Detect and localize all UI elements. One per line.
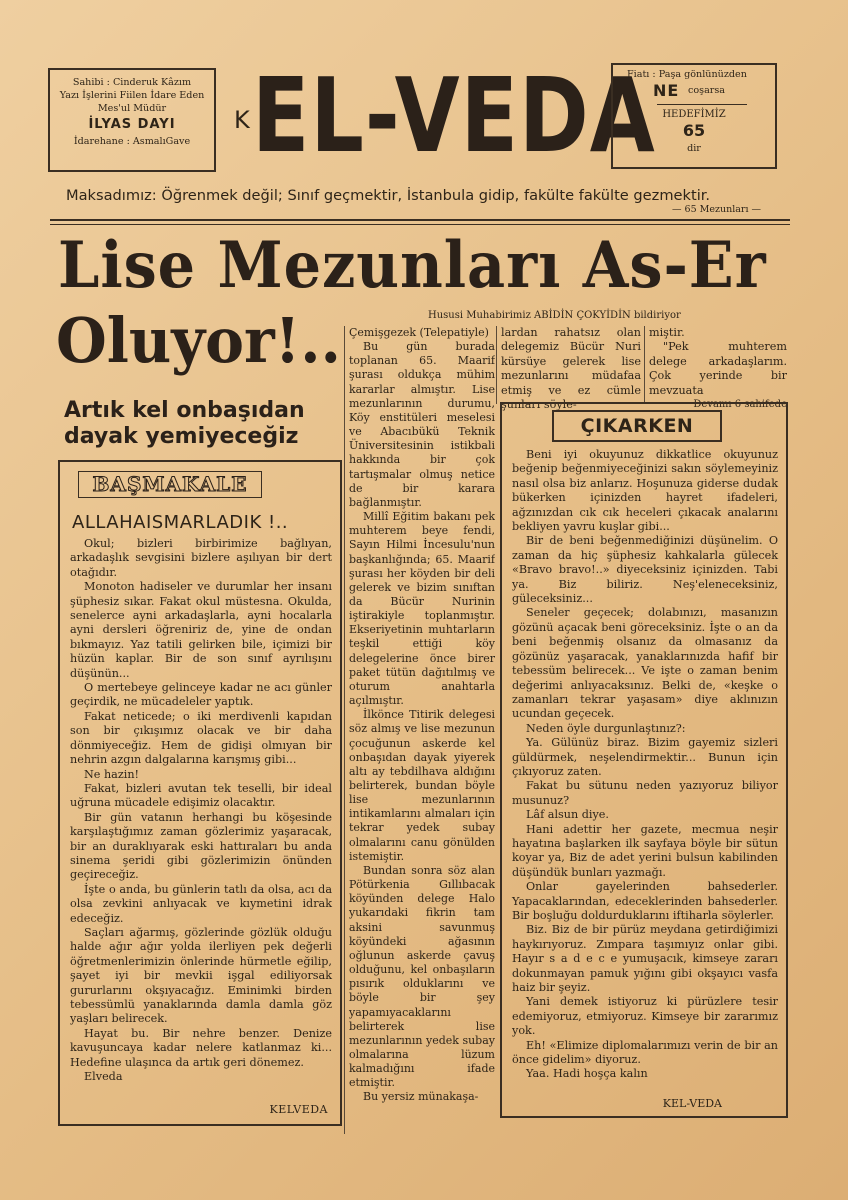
- cikarken-paragraph: Fakat bu sütunu neden yazıyoruz biliyor musunuz?: [512, 779, 778, 807]
- cikarken-paragraph: Biz. Biz de bir pürüz meydana getirdiğimizi haykırıyoruz. Zımpara taşımıyız onlar gibi. Hayır s a d e c e yumuşacık, kimseye zararı dokunmayan pamuk yığını gibi okşayıcı vasfa haiz bir şeyiz.: [512, 923, 778, 995]
- headline-line1: Lise Mezunları As-Er: [58, 228, 767, 303]
- cikarken-paragraph: Ya. Gülünüz biraz. Bizim gayemiz sizleri güldürmek, neşelendirmektir... Bunun için çıkıyoruz zaten.: [512, 736, 778, 778]
- motto-signature: — 65 Mezunları —: [672, 204, 762, 215]
- cikarken-box: [500, 402, 788, 1118]
- editorial-paragraph: Bir gün vatanın herhangi bu köşesinde karşılaştığımız zaman gözlerimiz yaşaracak, bir an duraklıyarak eski hattıraları bu anda sinema şeridi gibi gözlerimizin önünden geçireceğiz.: [70, 810, 332, 882]
- continued-note: Devamı 6 sahifede: [693, 399, 787, 411]
- masthead: [232, 56, 656, 176]
- cikarken-title: ÇIKARKEN: [580, 415, 694, 437]
- editorial-paragraph: Hayat bu. Bir nehre benzer. Denize kavuşuncaya kadar nelere katlanmaz ki... Hedefine ulaşınca da artık geri dönemez.: [70, 1026, 332, 1069]
- office-line: İdarehane : AsmalıGave: [73, 136, 191, 147]
- news-paragraph: Millî Eğitim bakanı pek muhterem beye fendi, Sayın Hilmi İncesulu'nun başkanlığında; 65. Maarif şurası her köyden bir deli gelerek ve bizim sınıftan da Bücür Nurinin iştirakiyle toplanmıştır. Ekseriyetinin muhtarların teşkil ettiği köy delegelerine önce birer paket tütün dağıtılmış ve oturum anahtarla açılmıştır.: [349, 510, 495, 708]
- editorial-paragraph: Ne hazin!: [84, 767, 140, 781]
- cikarken-paragraph: Yaa. Hadi hoşça kalın: [526, 1067, 648, 1081]
- goal-label: HEDEFİMİZ: [662, 109, 726, 120]
- editorial-paragraph: Elveda: [84, 1070, 123, 1084]
- cikarken-title-frame: [552, 410, 722, 442]
- editorial-banner-text: BAŞMAKALE: [92, 472, 248, 496]
- headline-line2: Oluyor!..: [56, 304, 341, 377]
- motto-rule: [50, 219, 790, 221]
- cikarken-paragraph: Lâf alsun diye.: [526, 808, 609, 822]
- news-paragraph: Bu yersiz münakaşa-: [363, 1090, 479, 1104]
- cikarken-paragraph: Onlar gayelerinden bahsederler. Yapacaklarından, edeceklerinden bahsederler. Bir boşluğu doldurduklarını iftiharla söylerler.: [512, 880, 778, 922]
- cikarken-paragraph: Neden öyle durgunlaştınız?:: [526, 721, 686, 735]
- news-paragraph: Bu gün burada toplanan 65. Maarif şurası oldukça mühim kararlar almıştır. Lise mezunlarının durumu, Köy enstitüleri meselesi ve Abacıbükü Teknik Üniversitesinin istikbali hakkında bir çok tartışmalar olmuş netice de bir karara bağlanmıştır.: [349, 340, 495, 509]
- price-rule: [657, 104, 747, 105]
- editorial-body: [70, 537, 332, 1084]
- cikarken-paragraph: Seneler geçecek; dolabınızı, masanızın gözünü açacak beni göreceksiniz. İşte o an da beni beğenmiş olsanız da olmasanız da gözünüz yaşaracak, yanaklarınızda hafif bir tebessüm belirecek... Ve işte o zaman benim değerimi anlıyacaksınız. Belki de, «keşke o zamanları tekrar yaşasam» diye aklınızın ucundan geçecek.: [512, 606, 778, 721]
- news-column: [344, 326, 495, 1134]
- price-cosarsa: coşarsa: [688, 85, 726, 96]
- editorial-paragraph: Fakat, bizleri avutan tek teselli, bir ideal uğruna mücadele edişimiz olacaktır.: [70, 781, 332, 810]
- price-ne: NE: [653, 81, 680, 100]
- editorial-banner: [78, 471, 262, 498]
- cikarken-paragraph: Eh! «Elimize diplomalarımızı verin de bir an önce gidelim» diyoruz.: [512, 1038, 778, 1067]
- goal-dir: dir: [687, 143, 701, 154]
- cikarken-paragraph: Bir de beni beğenmediğinizi düşünelim. O zaman da hiç şüphesiz kahkalarla gülecek «Bravo bravo!..» diyeceksiniz içinizden. Tabi ya. Biz biliriz. Neş'eleneceksiniz, güleceksiniz...: [512, 534, 778, 606]
- masthead-title: EL-VEDA: [252, 56, 656, 176]
- editorial-paragraph: Fakat neticede; o iki merdivenli kapıdan son bir çıkışımız olacak ve bir daha dönmiyeceğiz. Hem de gidişi olmıyan bir nehrin azgın dalgalarına karışmış gibi...: [70, 709, 332, 767]
- byline: Hususi Muhabirimiz ABİDİN ÇOKYİDİN bildiriyor: [428, 310, 681, 321]
- news-quote: "Pek muhterem delege arkadaşlarım. Çok yerinde bir mevzuata: [649, 340, 787, 397]
- news-paragraph: Bundan sonra söz alan Pötürkenia Gıllıbacak köyünden delege Halo yukarıdaki fikrin tam aksini savunmuş köyündeki ağasının oğlunun askerde çavuş olduğunu, kel onbaşıların pısırık olduklarını ve böyle bir şey yapamıyacaklarını belirterek lise mezunlarının yedek subay olmalarına lüzum kalmadığını ifade etmiştir.: [349, 863, 495, 1090]
- news-continuation-right: [644, 326, 787, 411]
- cikarken-paragraph: Beni iyi okuyunuz dikkatlice okuyunuz beğenip beğenmiyeceğinizi sakın söylemeyiniz nasıl olsa biz anlarız. Hoşunuza giderse dudak bükerken içinizden hayret ifadeleri, ağzınızdan cık cık heceleri çıkacak analarını bekliyen yavru kuşlar gibi...: [512, 448, 778, 534]
- editorial-signature: KELVEDA: [269, 1103, 328, 1116]
- motto-rule-2: [50, 224, 790, 225]
- publisher-box: [48, 68, 216, 172]
- goal-number: 65: [682, 121, 706, 140]
- cikarken-paragraph: Yani demek istiyoruz ki pürüzlere tesir edemiyoruz, etmiyoruz. Kimseye bir zararımız yok.: [512, 995, 778, 1038]
- subhead-line2: dayak yemiyeceğiz: [64, 424, 299, 449]
- owner-line: Sahibi : Cinderuk Kâzım: [72, 77, 192, 88]
- price-line: Fiatı : Paşa gönlünüzden: [627, 69, 747, 80]
- news-continuation-text: lardan rahatsız olan delegemiz Bücür Nuri kürsüye gelerek lise mezunlarını müdafaa etmiş ve ez cümle şunları söyle-: [501, 326, 641, 412]
- cikarken-signature: KEL-VEDA: [662, 1097, 722, 1110]
- manager-line: Mes'ul Müdür: [97, 103, 167, 114]
- editorial-paragraph: O mertebeye gelinceye kadar ne acı günler geçirdik, ne mücadeleler yaptık.: [70, 681, 332, 709]
- news-continuation: [496, 326, 641, 412]
- news-continuation-end: miştir.: [649, 326, 685, 339]
- editorial-box: [58, 460, 342, 1126]
- cikarken-paragraph: Hani adettir her gazete, mecmua neşir hayatına başlarken ilk sayfaya böyle bir sütun koyar ya, Biz de adet yerini bulsun kabilinden düşündük bunları yazmağı.: [512, 822, 778, 879]
- editorial-paragraph: İşte o anda, bu günlerin tatlı da olsa, acı da olsa zevkini anlıyacak ve kıymetini idrak edeceğiz.: [70, 882, 332, 925]
- news-dateline: Çemişgezek (Telepatiyle): [349, 326, 489, 339]
- editorial-paragraph: Saçları ağarmış, gözlerinde gözlük olduğu halde ağır ağır yolda ilerliyen pek değerli öğretmenlerimizin önlerinde hürmetle eğilip, şayet iyi bir mevkii işgal ediliyorsak gururlarını okşıyacağız. Eminimki birden tebessümlü yanaklarında damla damla göz yaşları belirecek.: [70, 925, 332, 1026]
- subhead-line1: Artık kel onbaşıdan: [64, 398, 305, 423]
- motto: Maksadımız: Öğrenmek değil; Sınıf geçmektir, İstanbula gidip, fakülte fakülte gezmektir.: [66, 187, 711, 204]
- manager-name: İLYAS DAYI: [88, 117, 176, 132]
- price-box: [611, 63, 777, 169]
- cikarken-body: [512, 448, 778, 1082]
- editorial-paragraph: Okul; bizleri birbirimize bağlıyan, arkadaşlık sevgisini bizlere aşılıyan bir dert otağıdır.: [70, 537, 332, 579]
- masthead-small-k: K: [234, 106, 250, 134]
- editorial-title: ALLAHAISMARLADIK !..: [72, 512, 289, 533]
- news-paragraph: İlkönce Titirik delegesi söz almış ve lise mezunun çocuğunun askerde kel onbaşıdan dayak yiyerek altı ay tebdilhava aldığını belirterek, bundan böyle lise mezunlarının intikamlarını almaları için tekrar yedek subay olmalarını canu gönülden istemiştir.: [349, 708, 495, 863]
- editor-line: Yazı İşlerini Fiilen İdare Eden: [59, 90, 205, 101]
- subhead: [64, 398, 305, 450]
- editorial-paragraph: Monoton hadiseler ve durumlar her insanı şüphesiz sıkar. Fakat okul müstesna. Okulda, senelerce ayni arkadaşlarla, ayni hocalarla ayni dersleri öğreniriz de, yine de ondan bıkmayız. Yaz tatili gelirken bile, içimizi bir hüzün kaplar. Bir de son sınıf ayrılışını düşünün...: [70, 580, 332, 680]
